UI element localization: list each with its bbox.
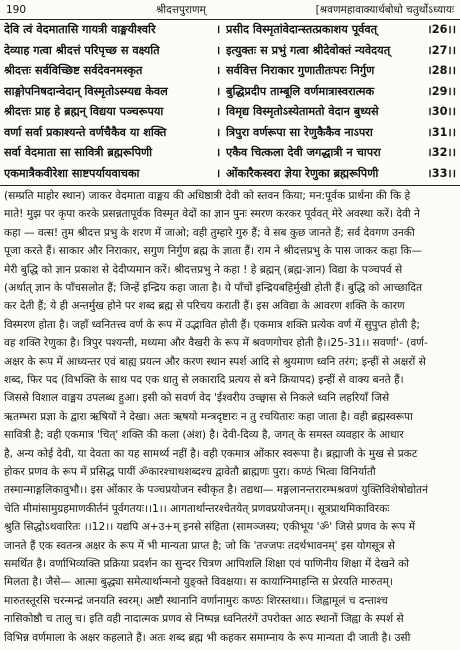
commentary-line: अक्षर के रूप में आध्यन्तर एवं बाह्य प्रयत्न और करण स्थान स्पर्श आदि से श्रुयमाण ध्वनि तरंग; इन्हीं से अक्षरों से: [4, 355, 426, 368]
verse-number: ।26।।: [427, 23, 456, 36]
commentary-line: (सम्प्रति माहोर स्थान) जाकर वेदमाता वाङ्मय की अधिष्ठात्री देवी को स्तवन किया; मन:पूर्वक प्रार्थना की कि हे: [4, 190, 411, 202]
verse-separator: ।: [216, 125, 221, 139]
verse-number: ।30।।: [427, 105, 456, 118]
verse-separator: ।: [216, 105, 221, 118]
verse-separator: ।: [216, 23, 221, 36]
page-number: 190: [6, 4, 27, 16]
verse-right: त्रिपुरा वर्णरूपा सा रेणुकैकैव नाऽपरा: [226, 125, 373, 139]
verse-line: [4, 143, 456, 163]
verse-number: ।29।।: [427, 84, 456, 98]
verse-right: बुद्धिप्रदीप ताम्बूलि वर्णमात्रास्वरात्मक: [226, 84, 375, 98]
verse-left: श्रीदत्तः प्राह हे ब्रह्मन् विद्यया पञ्चरूपया: [4, 105, 164, 118]
verse-right: इत्युक्तः स प्रभुं गत्वा श्रीदेवोक्तं न्यवेदयत्: [226, 43, 391, 57]
verse-left: देवि त्वं वेदमातासि गायत्री वाङ्मयीश्वरि: [4, 23, 156, 36]
verse-number: ।27।।: [427, 43, 456, 57]
chapter-title: [श्रवणमहावाक्यार्थबोधो चतुर्थोऽध्यायः: [315, 4, 454, 16]
verse-rule: [0, 185, 460, 186]
commentary-line: जानते हैं एक स्वतन्त्र अक्षर के रूप में भी मान्यता प्राप्त है; जो कि 'तज्जपः तदर्थभावनम्' इस योगसूत्र से: [4, 539, 395, 552]
verse-right: एकैव चित्कला देवी जगद्धात्री न चापरा: [226, 146, 381, 159]
commentary-line: श्रुति सिद्धोऽथवारितः ।।12।। यद्यपि अ+उ+म् इनसे संहिता (सामञ्जस्य; एकीभूय 'ॐ' जिसे प्रणव के रूप में: [4, 521, 416, 534]
verse-left: साङ्गोपनिषदान्वेदान् विस्मृतोऽस्म्यद्य केवल: [4, 84, 168, 98]
commentary-line: नासिकोष्ठौ च तालु च। इति वही नादात्मक प्रणव से निष्पन्न ध्वनितरंगें उपरोक्त आठ स्थानों जिह्वा के स्पर्श से: [4, 613, 404, 626]
page-header: [6, 2, 454, 18]
commentary-line: जिससे विशाल वाङ्मय उपलब्ध हुआ। इसी को सवर्ण वेद 'ईश्वरीय उच्छ्वास से निकले ध्वनि लहरियाँ जिसे: [4, 392, 390, 405]
commentary-line: ऋतम्भरा प्रज्ञा के द्वारा ऋषियों ने देखा। अतः ऋषयो मन्त्रदृष्टारः न तु रचयितारः कहा जाता है। वही ब्रह्मस्वरूपा: [4, 410, 413, 423]
verse-right: प्रसीद विस्मृतांवेदान्स्तत्प्रकाशय पूर्ववत्: [226, 23, 378, 36]
verse-number: ।31।।: [427, 125, 456, 139]
commentary-line: विभिन्न वर्णमाला के अक्षर कहलाते हैं। अतः शब्द ब्रह्म भी कहकर समाम्नाय के रूप मान्यता दी जाती है। उसी: [4, 631, 411, 644]
commentary-line: (अर्थात् ज्ञान के पाँचसलोत हैं; जिन्हें इन्द्रिय कहा जाता है। ये पाँचों इन्द्रियबहिर्मुखी होती हैं। बुद्धि को आच्छादित: [4, 282, 423, 294]
verse-left: श्रीदत्तः सर्वविच्छिष्ट सर्वदेवनमस्कृत: [4, 64, 143, 77]
verse-right: ओंकारैकस्वरा ज्ञेया रेणुका ब्रह्मरूपिणी: [226, 166, 379, 180]
book-title: श्रीदत्तपुराणम्: [156, 4, 206, 16]
verse-left: वर्णा सर्वा प्रकाश्यन्ते वर्णचैकैव या शक्ति: [4, 125, 167, 139]
commentary-line: कहा — वत्स! तुम श्रीदत्त प्रभु के शरण में जाओ; वही तुम्हारे गुरु हैं; वे सब कुछ जानते हैं; सर्व देवगण उनकी: [4, 226, 415, 239]
commentary-line: मिलता है। जैसे— आत्मा बुद्ध्या समेत्यार्थान्मनो युङ्क्ते विवक्षया। स कायाग्निमाहन्ति स प्रेरयति मारुतम्।: [4, 576, 393, 589]
commentary-line: समर्थित है। वर्णाभिव्यक्ति प्रक्रिया प्रदर्शन का सुन्दर चित्रण आपिशलि शिक्षा एवं पाणिनीय शिक्षा में देखने को: [4, 558, 410, 570]
verse-line: [4, 82, 456, 102]
commentary-line: मेरी बुद्धि को ज्ञान प्रकाश से देदीप्यमान करें। श्रीदत्तप्रभु ने कहा ! हे ब्रह्मन् (ब्रह्म-ज्ञान) विद्या के पञ्चपर्व से: [4, 263, 403, 276]
verse-left: सर्वा वेदमाता सा सावित्री ब्रह्मरूपिणी: [4, 146, 153, 159]
commentary-line: विस्मरण होता है। जहाँ ध्वनितत्त्व वर्ण के रूप में उद्भावित होती हैं। एकमात्र शक्ति प्रत्येक वर्ण में सुपुप्त होती है;: [4, 318, 420, 331]
verse-separator: ।: [216, 166, 221, 180]
verse-number: ।28।।: [427, 64, 456, 77]
verse-separator: ।: [216, 146, 221, 159]
commentary-line: तस्मान्माङ्गलिकावुभौ।। इस ओंकार के पञ्चप्रयोजन स्वीकृत है। तद्यथा— मङ्गलानन्तरारम्भश्रवणं युक्तिविशेषोद्योतनं: [4, 484, 428, 497]
verse-separator: ।: [216, 43, 221, 57]
verse-line: [4, 41, 456, 61]
verse-line: [4, 20, 456, 40]
verse-number: ।32।।: [427, 146, 456, 159]
verse-line: [4, 102, 456, 122]
commentary-line: शब्द, फिर पद (विभक्ति के साथ पद एक धातु से लकारादि प्रत्यय से बने क्रियापद) इन्हीं से वाक्य बनते हैं।: [4, 374, 404, 386]
verse-left: एकमात्रैकवीरेशा साष्टपर्यायवाचका: [4, 166, 140, 180]
verse-line: [4, 164, 456, 184]
commentary-block: [0, 187, 460, 649]
verse-separator: ।: [216, 84, 221, 98]
commentary-line: होकर प्रणव के रूप में प्रसिद्ध पायीं ॐकारश्चाथशब्दश्च द्वावेतौ ब्राह्मणः पुरा। कण्ठं भित्वा विनिर्यातौ: [4, 466, 376, 478]
commentary-line: है, अन्य कोई देवी, या देवता का यह सामर्थ्य नहीं है। वही एकमात्र ओंकार स्वरूपा है। ब्रह्माजी के मुख से प्रकट: [4, 447, 418, 460]
verse-separator: ।: [216, 64, 221, 77]
verse-line: [4, 123, 456, 143]
verse-block: [0, 20, 460, 185]
verse-right: सर्ववित्त निराकार गुणातीतःपरः निर्गुण: [226, 64, 375, 77]
verse-left: देव्याह गत्वा श्रीदत्तं परिपृच्छ स वक्ष्यति: [4, 43, 160, 57]
verse-line: [4, 61, 456, 81]
commentary-line: कर देती हैं; ये ही अन्तर्मुख होने पर शब्द ब्रह्म से परिचय कराती हैं। इस अविद्या के आवरण शक्ति के कारण: [4, 300, 405, 313]
commentary-line: वह शक्ति रेणुका है। त्रिपुर पश्यन्ती, मध्यमा और वैखरी के रूप में श्रवणगोचर होती है।।25-31।। सवर्णा'- (वर्ण-: [4, 337, 428, 350]
commentary-line: माते! मुझ पर कृपा करके प्रसन्नतापूर्वक विस्मृत वेदों का ज्ञान पुनः स्मरण करकर पूर्ववत् मेरे अवस्था करें। देवी ने: [4, 208, 420, 221]
commentary-line: सावित्री है; वही एकमात्र 'चित्' शक्ति की कला (अंश) है। देवी-दिव्य है, जगत् के समस्त व्यवहार के आधार: [4, 429, 404, 442]
commentary-line: मारुतस्तूरसि चरन्मन्द्रं जनयति स्वरम्। अष्टौ स्थानानि वर्णानामुरः कण्ठः शिरस्तथा।। जिह्वामूलं च दन्ताश्च: [4, 594, 388, 607]
verse-right: विमृद्य विस्मृतोऽस्येतामतो वेदान बुध्यसे: [226, 105, 379, 118]
commentary-line: चेति मीमांसामुग्रहमाणकीर्तनं पूर्वगतयः।।1।। आगतार्थान्तरश्चेतयेत् प्रणवप्रयोजनम्।। सूत्रप्राथमिकाविरकः: [4, 502, 390, 515]
verse-number: ।33।।: [427, 166, 456, 180]
commentary-line: पूजा करते हैं। साकार और निराकार, सगुण निर्गुण ब्रह्म के ज्ञाता हैं। राम ने श्रीदत्तप्रभु के पास जाकर कहा कि—: [4, 245, 423, 258]
